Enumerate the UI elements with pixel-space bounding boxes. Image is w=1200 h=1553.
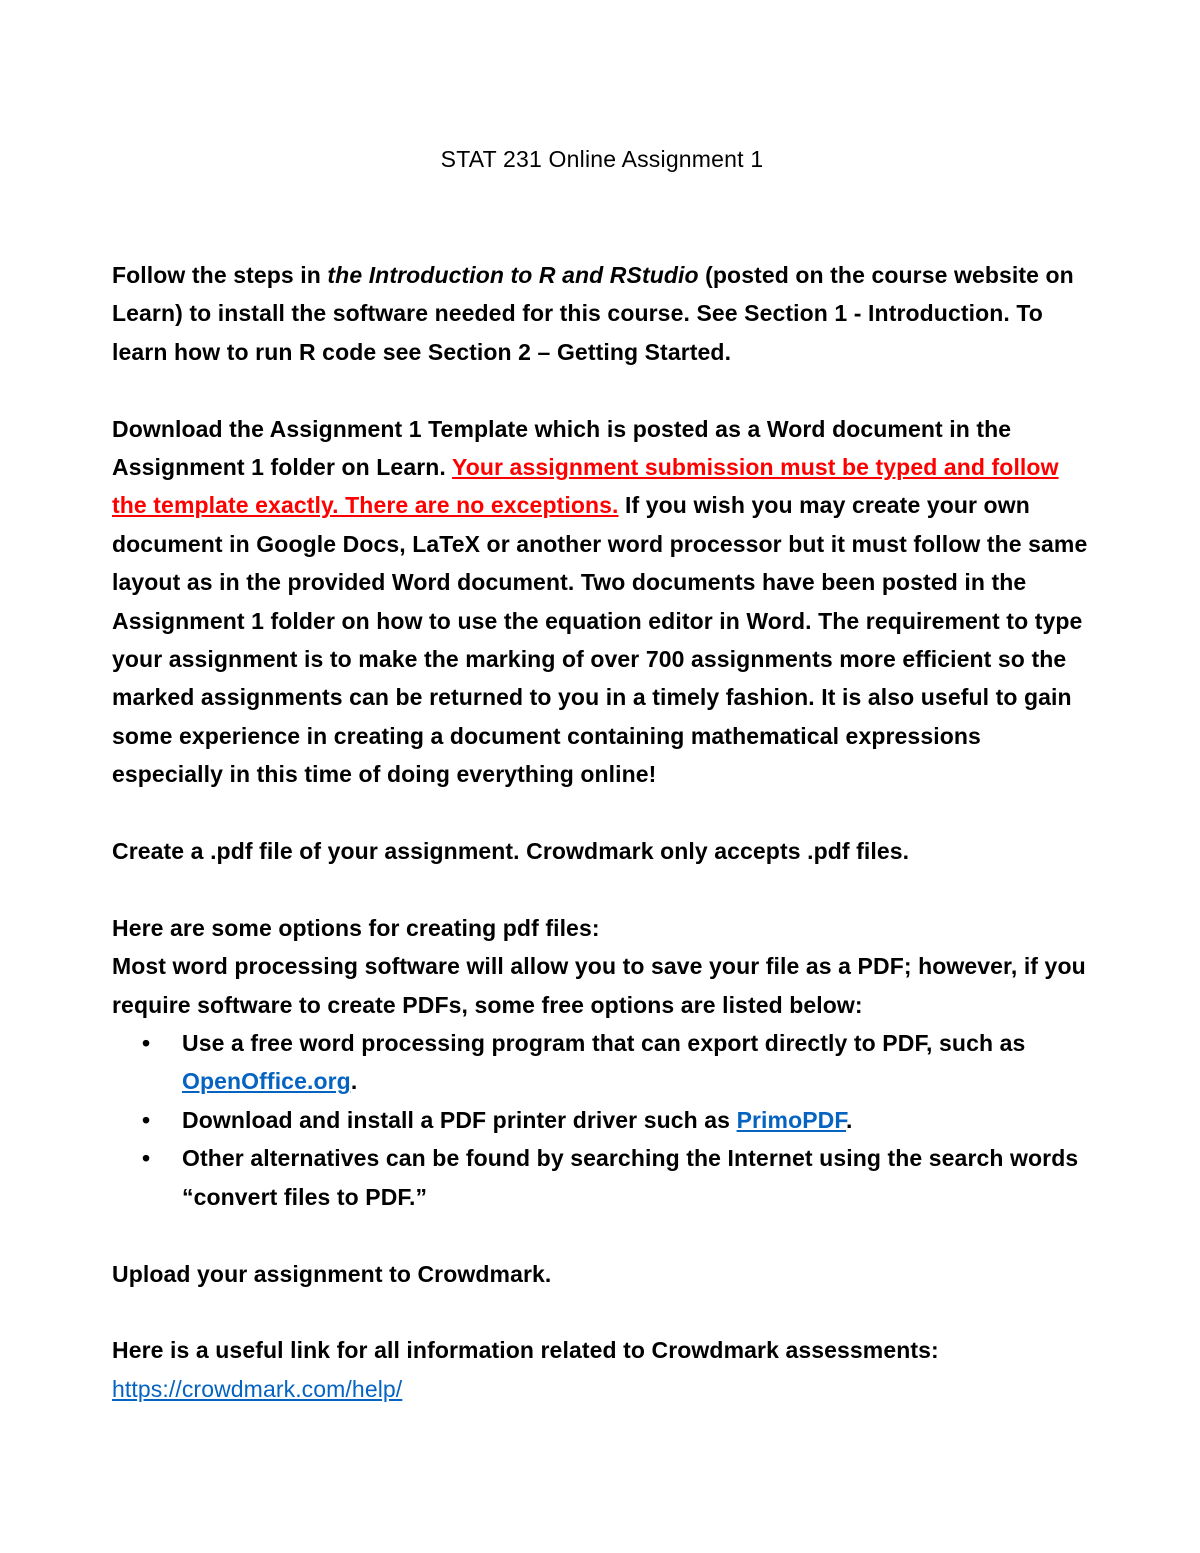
paragraph-text: Download the Assignment 1 Template which is posted as a Word document in the Assignment 1 folder on Learn.: [112, 415, 1012, 481]
list-item-text: Download and install a PDF printer driver such as: [182, 1106, 737, 1133]
list-item-text: .: [846, 1106, 853, 1133]
requirement-warning: Your assignment submission must be typed and follow the template exactly. There are no exceptions.: [112, 454, 1059, 519]
paragraph-gap: [112, 870, 1092, 908]
paragraph-text: (posted on the course website on Learn) to install the software needed for this course. See Section 1 - Introduction. To learn how to run R code see Section 2 – Getting Started.: [112, 262, 1074, 365]
crowdmark-help-link[interactable]: https://crowdmark.com/help/: [112, 1375, 403, 1402]
bullet-icon: •: [142, 1030, 151, 1057]
install-instructions-paragraph: [112, 256, 1092, 371]
bullet-icon: •: [142, 1145, 151, 1172]
help-link-paragraph: Here is a useful link for all information related to Crowdmark assessments:: [112, 1337, 939, 1364]
template-instructions-paragraph: [112, 410, 1092, 794]
document-page: [112, 140, 1092, 1408]
guide-title-italic: the Introduction to R and RStudio: [327, 262, 699, 288]
paragraph-gap: [112, 1293, 1092, 1331]
pdf-options-heading: Here are some options for creating pdf files:: [112, 914, 600, 941]
pdf-options-list: [112, 1024, 1092, 1216]
paragraph-gap: [112, 794, 1092, 832]
list-item: [142, 1139, 1092, 1216]
list-item: [142, 1101, 1092, 1139]
primopdf-link[interactable]: PrimoPDF: [736, 1106, 846, 1133]
pdf-options-intro: Most word processing software will allow you to save your file as a PDF; however, if you require software to create PDFs, some free options are listed below:: [112, 953, 1086, 1018]
paragraph-text: If you wish you may create your own document in Google Docs, LaTeX or another word processor but it must follow the same layout as in the provided Word document. Two documents have been posted in the Assignment 1 folder on how to use the equation editor in Word. The requirement to type your assignment is to make the marking of over 700 assignments more efficient so the marked assignments can be returned to you in a timely fashion. It is also useful to gain some experience in creating a document containing mathematical expressions especially in this time of doing everything online!: [112, 492, 1088, 788]
openoffice-link[interactable]: OpenOffice.org: [182, 1068, 351, 1095]
list-item-text: Use a free word processing program that can export directly to PDF, such as: [182, 1030, 1026, 1057]
list-item-text: .: [350, 1068, 358, 1095]
paragraph-gap: [112, 371, 1092, 409]
document-title: STAT 231 Online Assignment 1: [440, 146, 764, 172]
paragraph-gap: [112, 1216, 1092, 1254]
pdf-instructions-paragraph: Create a .pdf file of your assignment. Crowdmark only accepts .pdf files.: [112, 838, 910, 865]
bullet-icon: •: [142, 1106, 151, 1133]
upload-instructions-paragraph: Upload your assignment to Crowdmark.: [112, 1260, 552, 1287]
list-item-text: Other alternatives can be found by searching the Internet using the search words “convert files to PDF.”: [182, 1145, 1079, 1210]
paragraph-text: Follow the steps in: [112, 262, 328, 288]
list-item: [142, 1024, 1092, 1101]
